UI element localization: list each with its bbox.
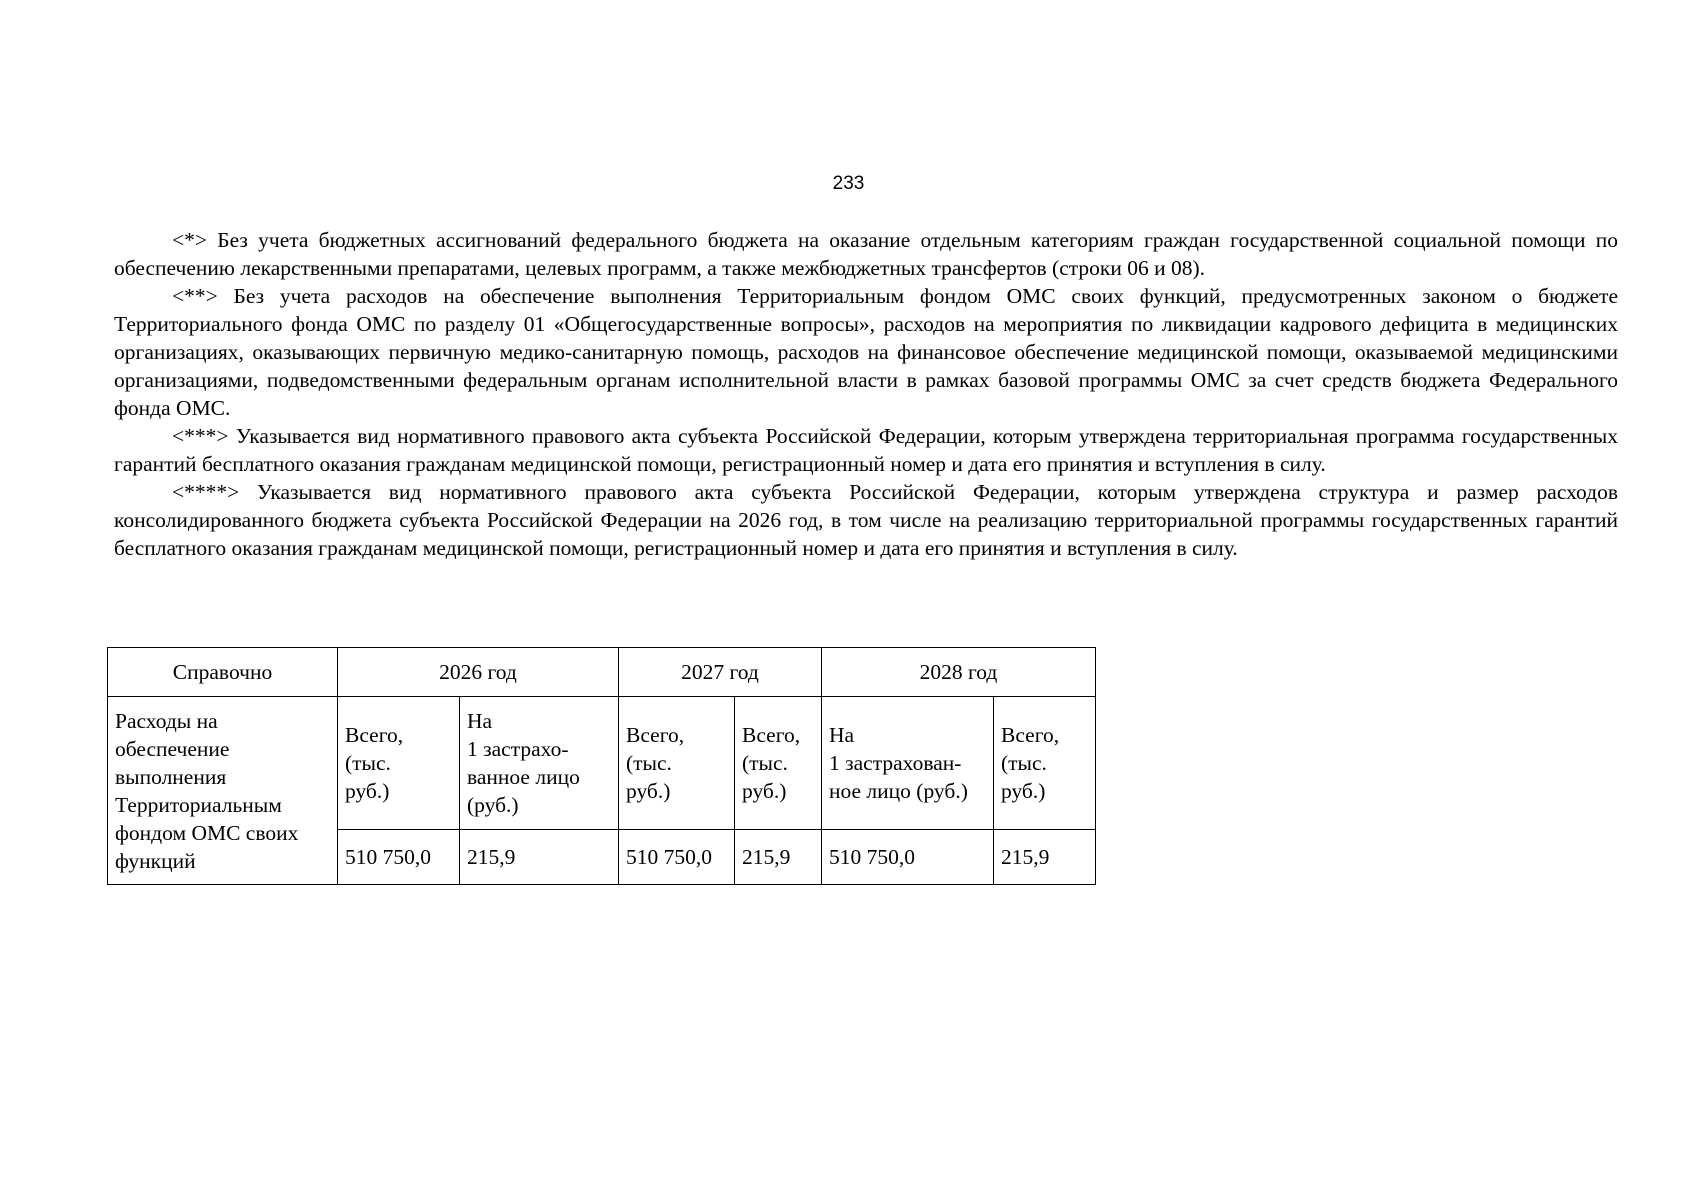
- subheader-2027-second: Всего, (тыс. руб.): [735, 697, 822, 830]
- value-cell: 215,9: [735, 830, 822, 885]
- table-subheader-row: [108, 697, 1096, 830]
- footnote-1: <*> Без учета бюджетных ассигнований федерального бюджета на оказание отдельным категориям граждан государственной социальной помощи по обеспечению лекарственными препаратами, целевых программ, а также межбюджетных трансфертов (строки 06 и 08).: [114, 228, 1618, 280]
- value-cell: 510 750,0: [822, 830, 994, 885]
- footnote-4: <****> Указывается вид нормативного правового акта субъекта Российской Федерации, которым утверждена структура и размер расходов консолидированного бюджета субъекта Российской Федерации на 2026 год, в том числе на реализацию территориальной программы государственных гарантий бесплатного оказания гражданам медицинской помощи, регистрационный номер и дата его принятия и вступления в силу.: [114, 480, 1618, 560]
- value-cell: 215,9: [460, 830, 619, 885]
- footnotes: [114, 226, 1618, 562]
- subheader-2028-total: Всего, (тыс. руб.): [994, 697, 1096, 830]
- page-number: 233: [832, 173, 865, 194]
- table-header-row: [108, 648, 1096, 697]
- reference-table: [107, 647, 1096, 885]
- value-cell: 510 750,0: [619, 830, 735, 885]
- subheader-2028-per-person: На 1 застрахован- ное лицо (руб.): [822, 697, 994, 830]
- row-label: Расходы на обеспечение выполнения Территориальным фондом ОМС своих функций: [108, 697, 338, 885]
- year-header-2027: 2027 год: [619, 648, 822, 697]
- value-cell: 510 750,0: [338, 830, 460, 885]
- subheader-2026-total: Всего, (тыс. руб.): [338, 697, 460, 830]
- subheader-2027-total: Всего, (тыс. руб.): [619, 697, 735, 830]
- year-header-2028: 2028 год: [822, 648, 1096, 697]
- corner-header: Справочно: [108, 648, 338, 697]
- subheader-2026-per-person: На 1 застрахо- ванное лицо (руб.): [460, 697, 619, 830]
- footnote-2: <**> Без учета расходов на обеспечение выполнения Территориальным фондом ОМС своих функций, предусмотренных законом о бюджете Территориального фонда ОМС по разделу 01 «Общегосударственные вопросы», расходов на мероприятия по ликвидации кадрового дефицита в медицинских организациях, оказывающих первичную медико-санитарную помощь, расходов на финансовое обеспечение медицинской помощи, оказываемой медицинскими организациями, подведомственными федеральным органам исполнительной власти в рамках базовой программы ОМС за счет средств бюджета Федерального фонда ОМС.: [114, 284, 1618, 420]
- value-cell: 215,9: [994, 830, 1096, 885]
- year-header-2026: 2026 год: [338, 648, 619, 697]
- footnote-3: <***> Указывается вид нормативного правового акта субъекта Российской Федерации, которым утверждена территориальная программа государственных гарантий бесплатного оказания гражданам медицинской помощи, регистрационный номер и дата его принятия и вступления в силу.: [114, 424, 1618, 476]
